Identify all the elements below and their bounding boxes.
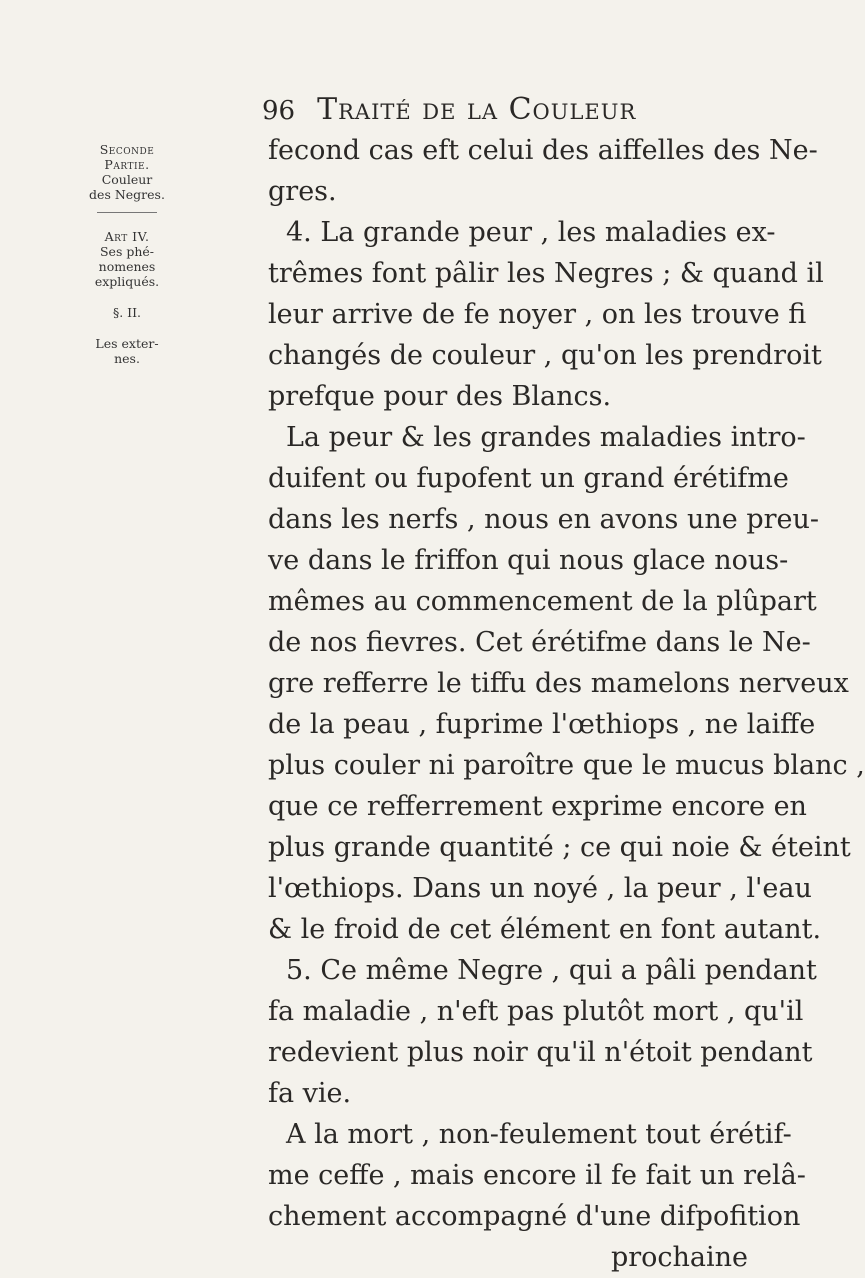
page-header (262, 92, 742, 127)
text-line: gres. (268, 176, 337, 207)
text-line: La peur & les grandes maladies intro- (286, 422, 806, 453)
margin-note-topic: des Negres. (89, 187, 165, 202)
margin-divider (97, 212, 157, 213)
text-line: duifent ou fupofent un grand érétifme (268, 463, 789, 494)
margin-note-subject: expliqués. (94, 274, 160, 289)
text-line: leur arrive de fe noyer , on les trouve fi (268, 299, 807, 330)
text-line: de la peau , fuprime l'œthiops , ne laiffe (268, 709, 816, 740)
page-number: 96 (262, 96, 296, 126)
margin-note-part: Partie. (104, 157, 150, 172)
text-line: dans les nerfs , nous en avons une preu- (268, 504, 820, 535)
text-line: redevient plus noir qu'il n'étoit pendant (268, 1037, 813, 1068)
text-line: chement accompagné d'une difpofition (268, 1201, 801, 1232)
text-line: changés de couleur , qu'on les prendroit (268, 340, 822, 371)
text-line: ve dans le friffon qui nous glace nous- (268, 545, 789, 576)
text-line: 4. La grande peur , les maladies ex- (286, 217, 776, 248)
text-line: plus grande quantité ; ce qui noie & éteint (268, 832, 851, 863)
margin-note-topic: Couleur (101, 172, 153, 187)
text-line: prefque pour des Blancs. (268, 381, 612, 412)
margin-note-topic: nes. (114, 351, 140, 366)
text-line: 5. Ce même Negre , qui a pâli pendant (286, 955, 817, 986)
text-line: que ce refferrement exprime encore en (268, 791, 807, 822)
text-line: trêmes font pâlir les Negres ; & quand il (268, 258, 824, 289)
margin-note-section: Seconde (99, 142, 155, 157)
text-line: fecond cas eft celui des aiffelles des Ne- (268, 135, 818, 166)
text-line: me ceffe , mais encore il fe fait un relâ- (268, 1160, 806, 1191)
body-text (268, 130, 865, 1278)
text-line: gre refferre le tiffu des mamelons nerveux (268, 668, 849, 699)
text-line: plus couler ni paroître que le mucus blanc , (268, 750, 865, 781)
text-line: mêmes au commencement de la plûpart (268, 586, 817, 617)
margin-notes (72, 142, 182, 366)
catchword: prochaine (610, 1242, 748, 1273)
margin-note-topic: Les exter- (95, 336, 159, 351)
margin-note-subject: Ses phé- (99, 244, 155, 259)
running-title: Traité de la Couleur (317, 92, 637, 127)
text-line: fa vie. (268, 1078, 352, 1109)
text-line: de nos fievres. Cet érétifme dans le Ne- (268, 627, 811, 658)
text-line: fa maladie , n'eft pas plutôt mort , qu'il (268, 996, 804, 1027)
text-line: l'œthiops. Dans un noyé , la peur , l'eau (268, 873, 812, 904)
text-line: & le froid de cet élément en font autant. (268, 914, 822, 945)
margin-note-article: Art IV. (104, 229, 150, 244)
margin-note-subject: nomenes (98, 259, 156, 274)
margin-note-paragraph: §. II. (112, 305, 142, 320)
text-line: A la mort , non-feulement tout érétif- (286, 1119, 792, 1150)
